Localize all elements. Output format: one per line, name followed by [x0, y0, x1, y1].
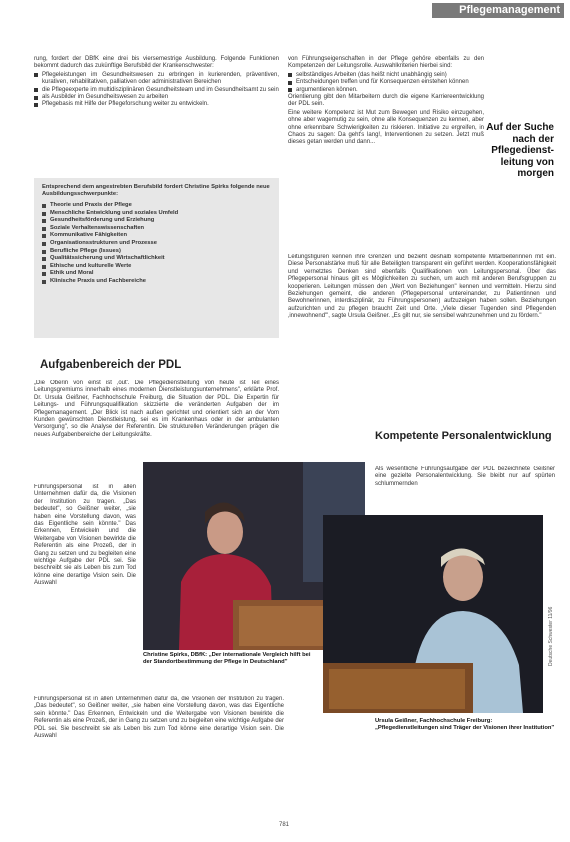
- list-item: Kommunikative Fähigkeiten: [42, 232, 271, 240]
- col2-para3: Leitungsfiguren kennen ihre Grenzen und bezieht deshalb kompetente Mitarbeiterinnen mit ein. Diese Personalstärke muß für alle Beteiligten transparent ein geführt werden. Kooperationsfähigkeit und vernetztes Denken sind ebenfalls Qualifikationen von Leitungspersonal. Über das Pflegepersonal hinaus gilt es Möglichkeiten zu suchen, um auch mit anderen Berufsgruppen zu kooperieren. Leitungen müssen den „Wert von Beziehungen" kennen und vermitteln. Hierzu sind Beziehungen gemeint, die anderen (Pflegepersonal untereinander, zu Patientinnen und Bewohnerinnen, interdisziplinär, zu Führungspersonen) aufzuzeigen haben sollen. Beziehungen aufzurichten und zu pflegen braucht Zeit und Orte. „Viele dieser Tugenden sind Pflegenden ‚innewohnend'", sagte Ursula Geißner. „Es gilt nur, sie sensibel wahrzunehmen und zu fördern.": [288, 254, 556, 320]
- page-number: 781: [279, 822, 290, 828]
- photo-caption-spirks: Christine Spirks, DBfK: „Der internationale Vergleich hilft bei der Standortbestimmung der Pflege in Deutschland": [143, 652, 311, 665]
- sec1-para-bottom: Führungspersonal ist in allen Unternehmen dafür da, die Visionen der Institution zu tragen. „Das bedeutet", so Geißner weiter, „sie haben eine Vorstellung davon, was das Eigentliche sein könnte." Das Erkennen, Entwickeln und die Weitergabe von Visionen bewirkte die Referentin als eine Prozeß, der in Gang zu setzen und zu begleiten eine wichtige Aufgabe der PDL sei. Sie beschreibt sie als Leben bis zum Tod könne eine derartige Vision sein. Die Auswahl: [34, 696, 284, 740]
- photo-caption-geissner: Ursula Geißner, Fachhochschule Freiburg: „Pflegedienstleitungen sind Träger der Visionen ihrer Institution": [375, 718, 555, 731]
- list-item: Soziale Verhaltenswissenschaften: [42, 225, 271, 233]
- list-item: Menschliche Entwicklung und soziales Umfeld: [42, 210, 271, 218]
- col2-para2: Eine weitere Kompetenz ist Mut zum Bewegen und Risiko einzugehen, ohne aber wagemutig zu sein, ohne alle Konsequenzen zu kennen, aber ohne erkennbare Schwierigkeiten zu riskieren. Initiative zu ergreifen, in Chaos zu sagen: Da geht's lang!, Interventionen zu setzen. Jetzt muß dieses getan werden und dann...: [288, 109, 484, 146]
- list-item: Klinische Praxis und Fachbereiche: [42, 278, 271, 286]
- list-item: die Pflegeexperte im multidisziplinären Gesundheitsteam und im Gesundheitsamt zu sein: [34, 87, 279, 94]
- sec1-para-narrow: Führungspersonal ist in allen Unternehmen dafür da, die Visionen der Institution zu tragen. „Das bedeutet", so Geißner weiter, „sie haben eine Vorstellung davon, was das Eigentliche sein könnte." Das Erkennen, Entwickeln und die Weitergabe von Visionen bewirkte die Referentin als eine Prozeß, der in Gang zu setzen und zu begleiten eine wichtige Aufgabe der PDL sei. Sie beschreibt sie als Leben bis zum Tod könne eine derartige Vision sein. Die Auswahl: [34, 484, 136, 587]
- list-item: Gesundheitsförderung und Erziehung: [42, 217, 271, 225]
- speaker-photo-illustration: [323, 515, 543, 713]
- photo-ursula-geissner: [323, 515, 543, 713]
- col1-bullet-list: [34, 72, 279, 109]
- col2-lead: von Führungseigenschaften in der Pflege gehöre ebenfalls zu den Kompetenzen der Leitungsrolle. Auswahlkriterien hierbei sind:: [288, 56, 484, 70]
- list-item: Theorie und Praxis der Pflege: [42, 202, 271, 210]
- box-list: [34, 202, 279, 286]
- training-focus-box: [34, 178, 279, 338]
- col2-text: [288, 56, 484, 148]
- col2-bullet-list: [288, 72, 484, 94]
- section-heading-personal: Kompetente Personalentwicklung: [375, 430, 552, 442]
- box-intro: Entsprechend dem angestrebten Berufsbild fordert Christine Spirks folgende neue Ausbildungsschwerpunkte:: [42, 184, 270, 197]
- list-item: Pflegebasis mit Hilfe der Pflegeforschung weiter zu entwickeln.: [34, 101, 279, 108]
- list-item: selbständiges Arbeiten (das heißt nicht unabhängig sein): [288, 72, 484, 79]
- sec1-para1: „Die Oberin von einst ist ‚out'. Die Pflegedienstleitung von heute ist Teil eines Leitungsgremiums innerhalb eines modernen Dienstleistungsunternehmens", erklärte Prof. Dr. Ursula Geißner, Fachhochschule Freiburg, die Situation der PDL. Die Expertin für Leitungs- und Führungsqualifikation skizzierte die veränderten Aufgaben der im Pflegemanagement. „Der Blick ist nach außen gerichtet und orientiert sich an der Vom Kunden gewünschten Dienstleistung, sei es im Krankenhaus oder in der ambulanten Versorgung", so die Analyse der Referentin. Die strukturellen Veränderungen prägen die neues Aufgabenbereiche der Leitungskräfte.: [34, 380, 279, 438]
- list-item: Berufliche Pflege (Issues): [42, 248, 271, 256]
- list-item: Entscheidungen treffen und für Konsequenzen einstehen können: [288, 79, 484, 86]
- section-heading-pdl: Aufgabenbereich der PDL: [40, 359, 182, 371]
- list-item: Ethische und kulturelle Werte: [42, 263, 271, 271]
- journal-reference: Deutsche Schwester 11/96: [548, 606, 554, 666]
- list-item: Pflegeleistungen im Gesundheitswesen zu erbringen in kurierenden, präventiven, kurativen, rehabilitativen, palliativen oder administrativen Bereichen: [34, 72, 279, 87]
- col1-top: [34, 56, 279, 109]
- article-title: Auf der Suche nach der Pflegedienst-leitung von morgen: [486, 122, 554, 179]
- col1-lead: rung, fordert der DBfK eine drei bis viersemestrige Ausbildung. Folgende Funktionen bekommt dadurch das zukünftige Berufsbild der Krankenschwester:: [34, 56, 279, 70]
- section-header: Pflegemanagement: [432, 3, 564, 18]
- sec2-para: Als wesentliche Führungsaufgabe der PDL bezeichnete Geißner eine gezielte Personalentwicklung. Sie bleibt nur auf spürten schlummernden: [375, 466, 555, 487]
- list-item: Ethik und Moral: [42, 270, 271, 278]
- list-item: Qualitätssicherung und Wirtschaftlichkeit: [42, 255, 271, 263]
- list-item: als Ausbilder im Gesundheitswesen zu arbeiten: [34, 94, 279, 101]
- list-item: Organisationsstrukturen und Prozesse: [42, 240, 271, 248]
- list-item: argumentieren können.: [288, 87, 484, 94]
- col2-para1: Orientierung gibt den Mitarbeitern durch die eigene Karriereentwicklung der PDL sein.: [288, 94, 484, 108]
